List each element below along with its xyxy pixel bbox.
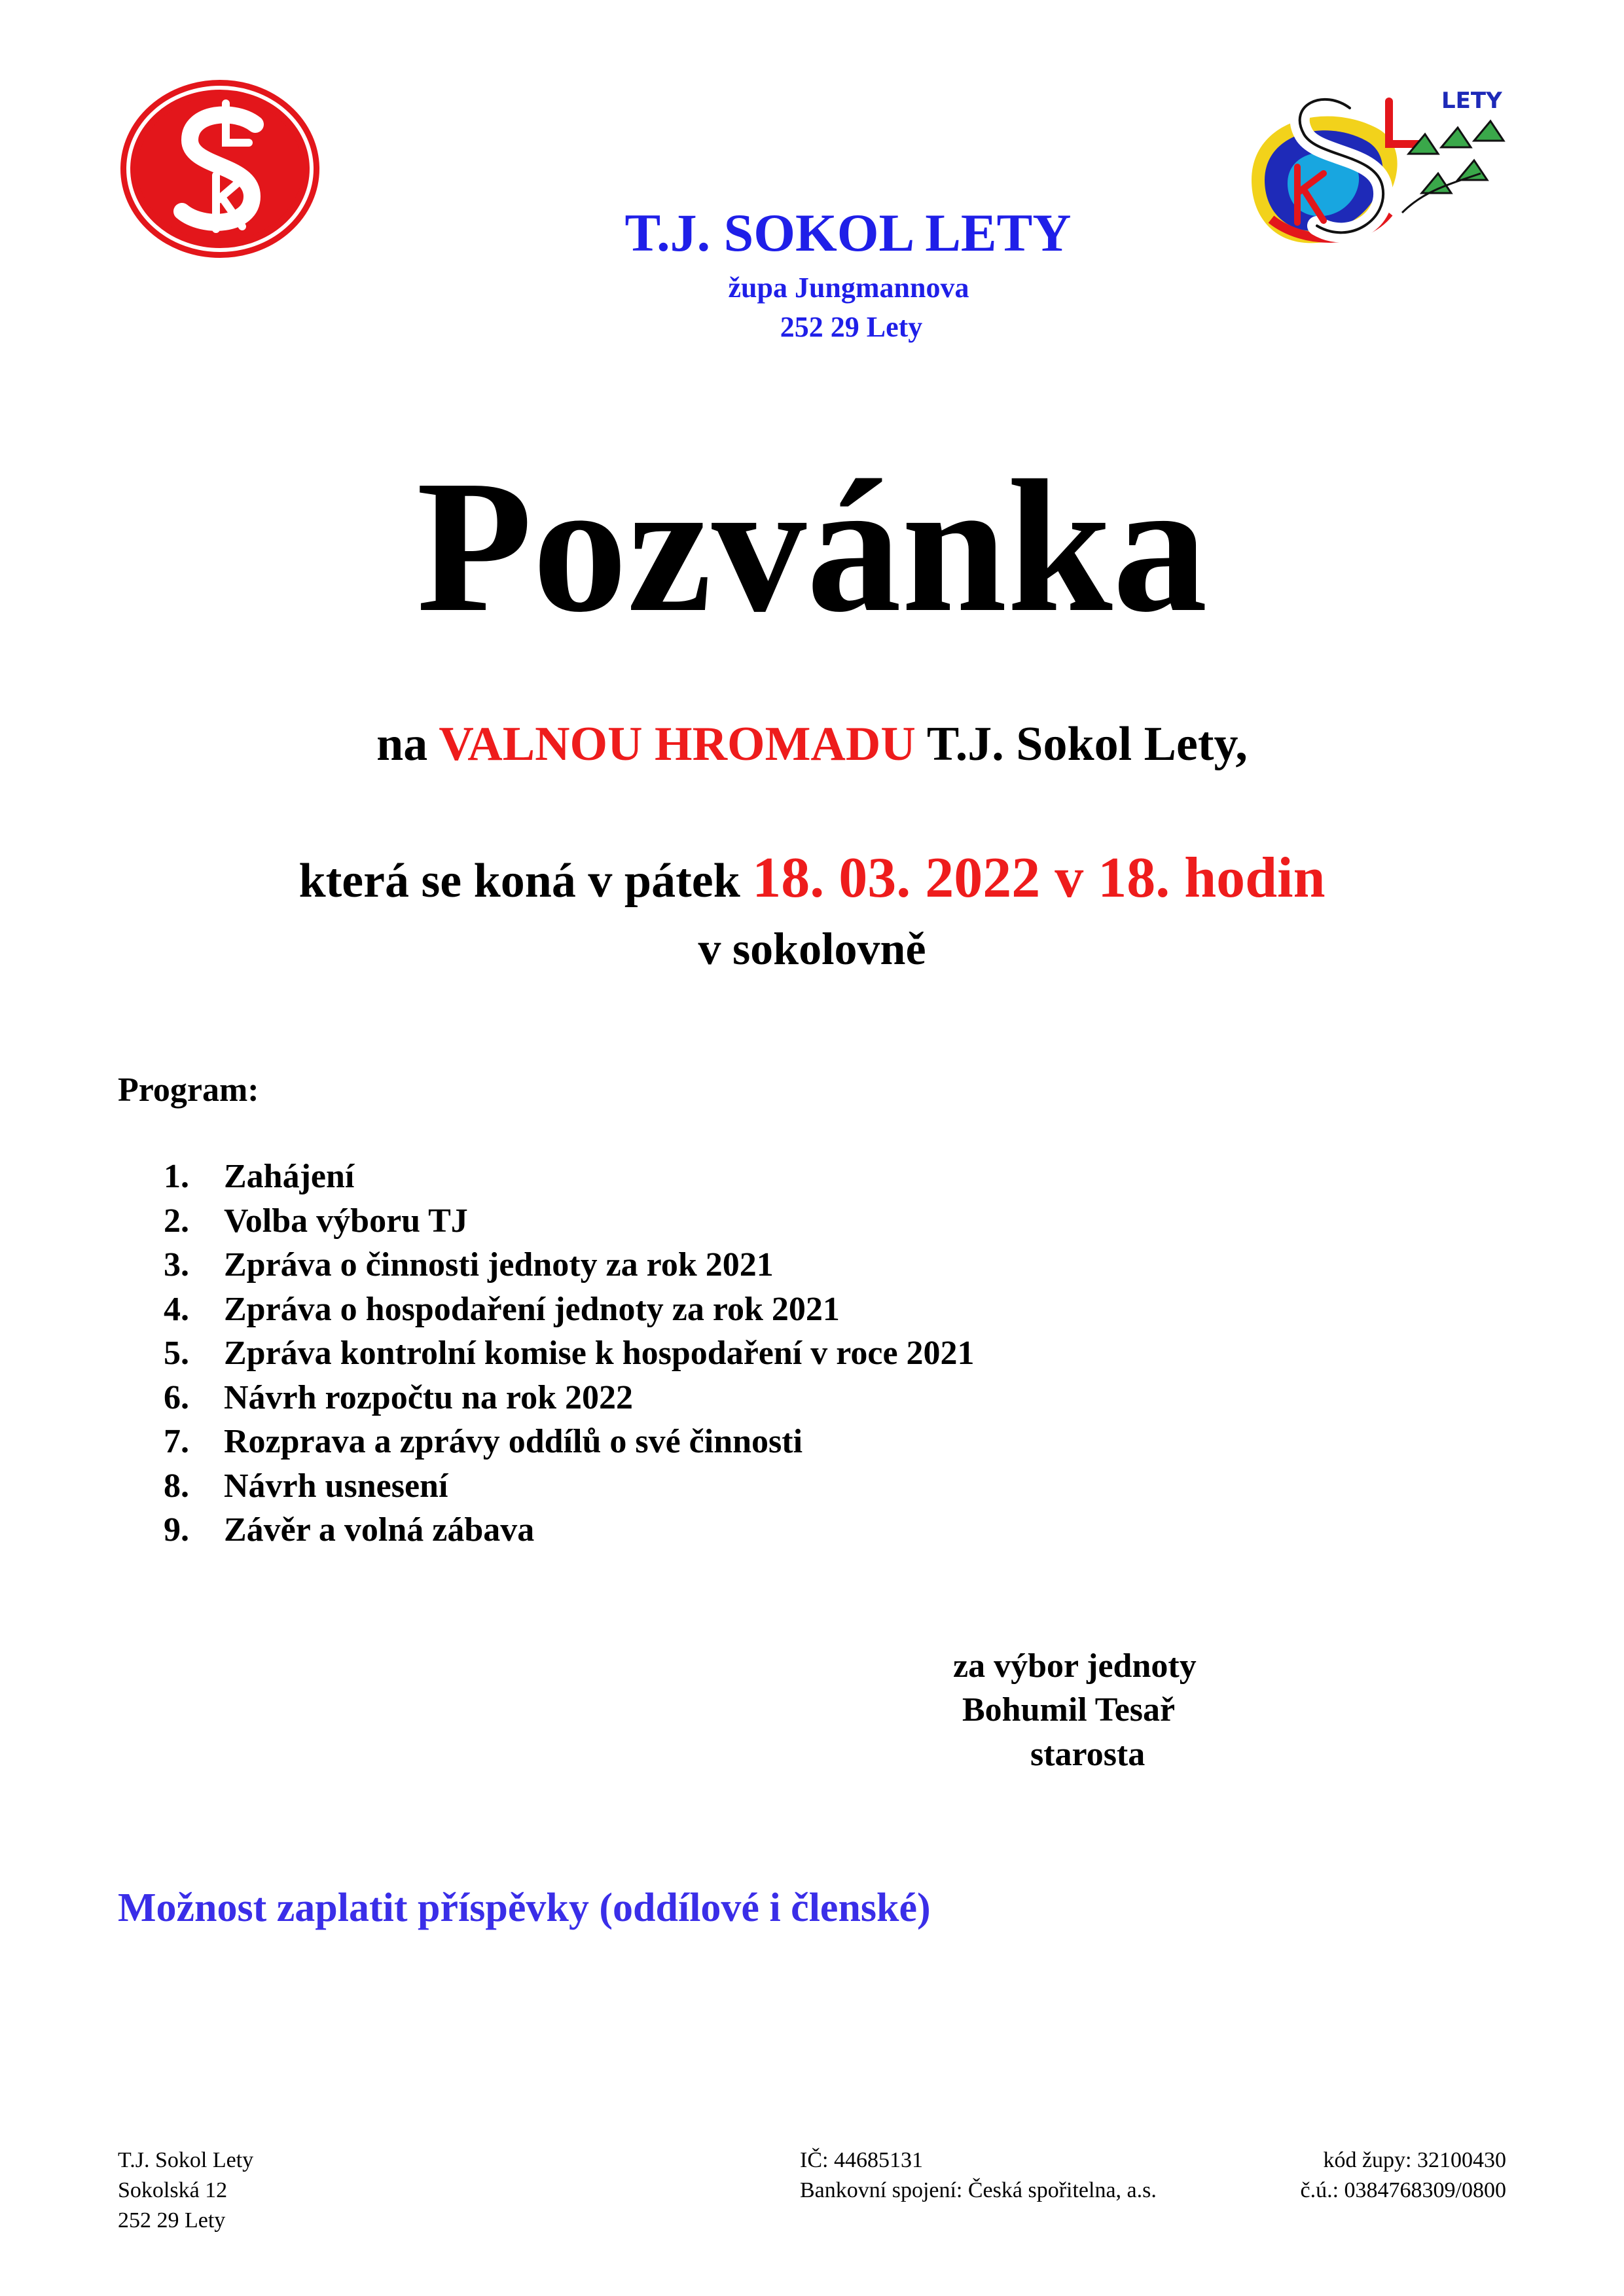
- item-number: 1.: [164, 1158, 189, 1195]
- footer-district-code: kód župy: 32100430: [1323, 2148, 1506, 2172]
- item-text: Zahájení: [224, 1158, 355, 1195]
- footer-city: 252 29 Lety: [118, 2208, 226, 2233]
- invite-line-2-pre: která se koná v pátek: [298, 854, 753, 908]
- item-number: 7.: [164, 1423, 189, 1460]
- list-item: [164, 1290, 975, 1335]
- org-address: 252 29 Lety: [780, 311, 923, 343]
- list-item: [164, 1334, 975, 1378]
- item-text: Zpráva o hospodaření jednoty za rok 2021: [224, 1290, 840, 1328]
- invite-line-1: [0, 717, 1624, 771]
- item-text: Zpráva kontrolní komise k hospodaření v roce 2021: [224, 1335, 975, 1372]
- footer-account: č.ú.: 0384768309/0800: [1300, 2178, 1506, 2202]
- item-number: 6.: [164, 1378, 189, 1416]
- footer-address: [118, 2145, 253, 2236]
- item-number: 4.: [164, 1290, 189, 1328]
- footer-bank-info: [800, 2145, 1157, 2206]
- footer-codes: [1301, 2145, 1506, 2206]
- item-text: Zpráva o činnosti jednoty za rok 2021: [224, 1246, 774, 1283]
- list-item: [164, 1422, 975, 1467]
- item-number: 3.: [164, 1246, 189, 1283]
- item-text: Volba výboru TJ: [224, 1202, 468, 1240]
- footer-bank: Bankovní spojení: Česká spořitelna, a.s.: [800, 2178, 1157, 2202]
- page-title: Pozvánka: [416, 441, 1208, 651]
- item-text: Návrh rozpočtu na rok 2022: [224, 1378, 633, 1416]
- list-item: [164, 1511, 975, 1555]
- item-number: 2.: [164, 1202, 189, 1240]
- signature-role: starosta: [1030, 1736, 1146, 1773]
- org-district: župa Jungmannova: [728, 272, 969, 304]
- invite-line-1-post: T.J. Sokol Lety,: [915, 717, 1248, 771]
- invite-line-2: [0, 846, 1624, 910]
- invite-line-1-pre: na: [376, 717, 439, 771]
- payment-notice: Možnost zaplatit příspěvky (oddílové i členské): [118, 1886, 931, 1930]
- list-item: [164, 1246, 975, 1290]
- list-item: [164, 1467, 975, 1511]
- meeting-datetime: 18. 03. 2022 v 18. hodin: [752, 846, 1326, 910]
- footer-ic: IČ: 44685131: [800, 2148, 923, 2172]
- item-number: 9.: [164, 1511, 189, 1549]
- item-number: 5.: [164, 1335, 189, 1372]
- meeting-venue: v sokolovně: [698, 924, 926, 975]
- item-text: Závěr a volná zábava: [224, 1511, 535, 1549]
- program-list: [164, 1157, 975, 1555]
- item-text: Návrh usnesení: [224, 1467, 448, 1505]
- item-text: Rozprava a zprávy oddílů o své činnosti: [224, 1423, 803, 1460]
- footer-org: T.J. Sokol Lety: [118, 2148, 254, 2172]
- list-item: [164, 1157, 975, 1202]
- logo-lety-text: LETY: [1441, 88, 1502, 114]
- list-item: [164, 1378, 975, 1423]
- program-heading: Program:: [118, 1071, 259, 1109]
- signature-name: Bohumil Tesař: [962, 1691, 1176, 1729]
- org-name: T.J. SOKOL LETY: [624, 203, 1072, 262]
- item-number: 8.: [164, 1467, 189, 1505]
- signature-intro: za výbor jednoty: [953, 1647, 1197, 1685]
- footer-street: Sokolská 12: [118, 2178, 228, 2202]
- list-item: [164, 1202, 975, 1246]
- meeting-name: VALNOU HROMADU: [439, 717, 916, 771]
